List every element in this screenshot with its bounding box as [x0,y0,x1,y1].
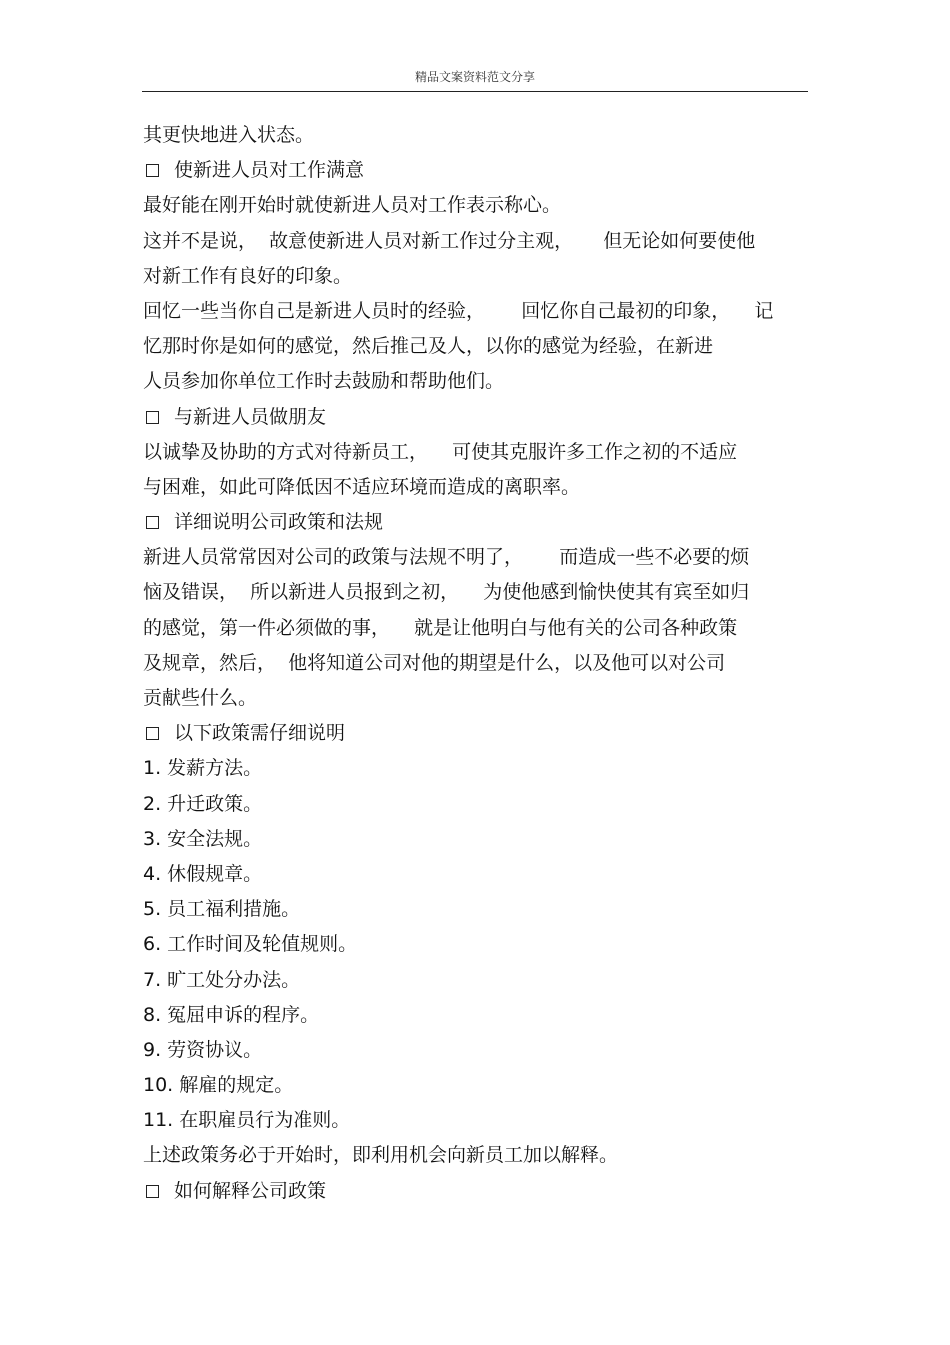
checkbox-heading [143,1174,808,1209]
checkbox-icon [146,411,159,424]
paragraph-line: 回忆一些当你自己是新进人员时的经验， 回忆你自己最初的印象， 记 [143,299,774,322]
checkbox-icon [146,1185,159,1198]
checkbox-heading [143,716,808,751]
numbered-item: 6. 工作时间及轮值规则。 [143,933,358,956]
paragraph-line: 新进人员常常因对公司的政策与法规不明了， 而造成一些不必要的烦 [143,546,750,569]
page-header: 精品文案资料范文分享 [414,70,535,84]
paragraph-line: 的感觉，第一件必须做的事， 就是让他明白与他有关的公司各种政策 [143,616,738,639]
numbered-item: 7. 旷工处分办法。 [143,968,301,991]
numbered-item: 5. 员工福利措施。 [143,898,301,921]
heading-text: 详细说明公司政策和法规 [174,511,384,534]
numbered-item: 10. 解雇的规定。 [143,1074,294,1097]
checkbox-heading [143,400,808,435]
numbered-item: 1. 发薪方法。 [143,757,263,780]
heading-text: 以下政策需仔细说明 [174,722,346,745]
paragraph-line: 以诚挚及协助的方式对待新员工， 可使其克服许多工作之初的不适应 [143,440,738,463]
checkbox-heading [143,505,808,540]
checkbox-heading [143,153,808,188]
paragraph-line: 最好能在刚开始时就使新进人员对工作表示称心。 [143,194,562,217]
heading-text: 如何解释公司政策 [174,1179,327,1202]
paragraph-line: 这并不是说， 故意使新进人员对新工作过分主观， 但无论如何要使他 [143,229,756,252]
heading-text: 使新进人员对工作满意 [174,159,365,182]
paragraph-line: 忆那时你是如何的感觉，然后推己及人，以你的感觉为经验，在新进 [143,335,714,358]
checkbox-icon [146,164,159,177]
checkbox-icon [146,516,159,529]
paragraph-line: 人员参加你单位工作时去鼓励和帮助他们。 [143,370,505,393]
paragraph-line: 及规章，然后， 他将知道公司对他的期望是什么，以及他可以对公司 [143,651,726,674]
numbered-item: 8. 冤屈申诉的程序。 [143,1003,320,1026]
paragraph-line: 上述政策务必于开始时，即利用机会向新员工加以解释。 [143,1144,619,1167]
numbered-item: 2. 升迁政策。 [143,792,263,815]
heading-text: 与新进人员做朋友 [174,405,327,428]
document-body [143,118,808,1209]
checkbox-icon [146,727,159,740]
numbered-item: 4. 休假规章。 [143,862,263,885]
numbered-item: 11. 在职雇员行为准则。 [143,1109,351,1132]
header-divider [142,91,808,92]
numbered-item: 3. 安全法规。 [143,827,263,850]
numbered-item: 9. 劳资协议。 [143,1038,263,1061]
paragraph-line: 与困难，如此可降低因不适应环境而造成的离职率。 [143,475,581,498]
paragraph-line: 恼及错误， 所以新进人员报到之初， 为使他感到愉快使其有宾至如归 [143,581,750,604]
paragraph-line: 其更快地进入状态。 [143,124,315,146]
paragraph-line: 对新工作有良好的印象。 [143,264,353,287]
paragraph-line: 贡献些什么。 [143,687,258,709]
